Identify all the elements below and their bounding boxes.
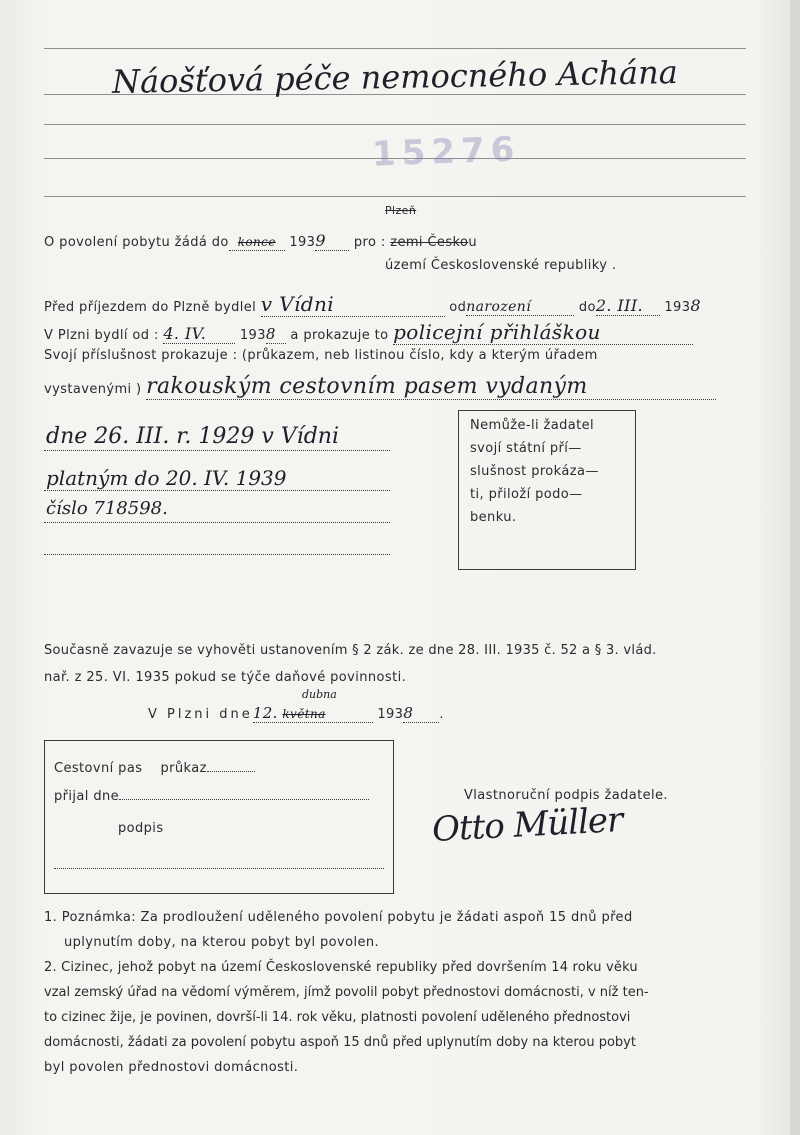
date-line: V Plzni dne12. května 1938 .	[148, 704, 444, 722]
note-2-line-4: domácnosti, žádati za povolení pobytu aspoň 15 dnů před uplynutím doby na kterou pobyt	[44, 1035, 636, 1050]
citizenship-line-2: vystavenými ) rakouským cestovním pasem vydaným	[44, 374, 716, 400]
dotted-line	[44, 490, 390, 491]
struck-text: zemi Česko	[390, 235, 469, 250]
ruled-line	[44, 196, 746, 197]
ruled-line	[44, 48, 746, 49]
passport-line-1: Cestovní pas průkaz	[54, 761, 255, 776]
signature: Otto Müller	[431, 800, 624, 850]
dotted-line	[54, 868, 384, 869]
dotted-line	[44, 522, 390, 523]
city-above: Plzeň	[385, 204, 417, 217]
page-edge	[790, 0, 800, 1135]
note-2-line-5: byl povolen přednostovi domácnosti.	[44, 1060, 299, 1075]
note-2-line-1: 2. Cizinec, jehož pobyt na území Československé republiky před dovršením 14 roku věku	[44, 960, 638, 975]
obligation-line-1: Současně zavazuje se vyhověti ustanovením § 2 zák. ze dne 28. III. 1935 č. 52 a § 3. vlád.	[44, 643, 657, 658]
ruled-line	[44, 124, 746, 125]
note-2-line-2: vzal zemský úřad na vědomí výměrem, jímž povolil pobyt přednostovi domácnosti, v níž ten-	[44, 985, 649, 1000]
hand-line-2: platným do 20. IV. 1939	[46, 466, 287, 490]
note-1-line-1: 1. Poznámka: Za prodloužení uděleného povolení pobytu je žádati aspoň 15 dnů před	[44, 910, 633, 925]
lives-line: V Plzni bydlí od : 4. IV. 1938 a prokazuje to policejní přihláškou	[44, 320, 693, 345]
stay-duration: konce	[237, 235, 276, 249]
obligation-line-2: nař. z 25. VI. 1935 pokud se týče daňové povinnosti.	[44, 670, 407, 685]
passport-line-2: přijal dne	[54, 789, 369, 804]
notice-box-text: Nemůže-li žadatel svojí státní pří— slušnost prokáza— ti, přiloží podo— benku.	[470, 418, 599, 525]
signature-label: Vlastnoruční podpis žadatele.	[464, 788, 668, 803]
hand-line-1: dne 26. III. r. 1929 v Vídni	[46, 424, 340, 449]
before-residence-line: Před příjezdem do Plzně bydlel v Vídni odnarození do2. III. 1938	[44, 292, 701, 316]
stay-line: O povolení pobytu žádá do konce 1939 pro : zemi Českou	[44, 231, 477, 250]
citizenship-line-1: Svojí příslušnost prokazuje : (průkazem, neb listinou číslo, kdy a kterým úřadem	[44, 348, 598, 363]
month-above: dubna	[302, 688, 337, 701]
hand-line-3: číslo 718598.	[46, 498, 168, 519]
stamp-number: 15276	[371, 129, 521, 175]
note-2-line-3: to cizinec žije, je povinen, dovrší-li 14. rok věku, platnosti povolení uděleného přednostovi	[44, 1010, 631, 1025]
dotted-line	[44, 450, 390, 451]
handwritten-title: Náošťová péče nemocného Achána	[111, 53, 679, 101]
territory-line: území Československé republiky .	[385, 258, 617, 273]
note-1-line-2: uplynutím doby, na kterou pobyt byl povolen.	[64, 935, 380, 950]
passport-line-3: podpis	[118, 821, 164, 836]
dotted-line	[44, 554, 390, 555]
